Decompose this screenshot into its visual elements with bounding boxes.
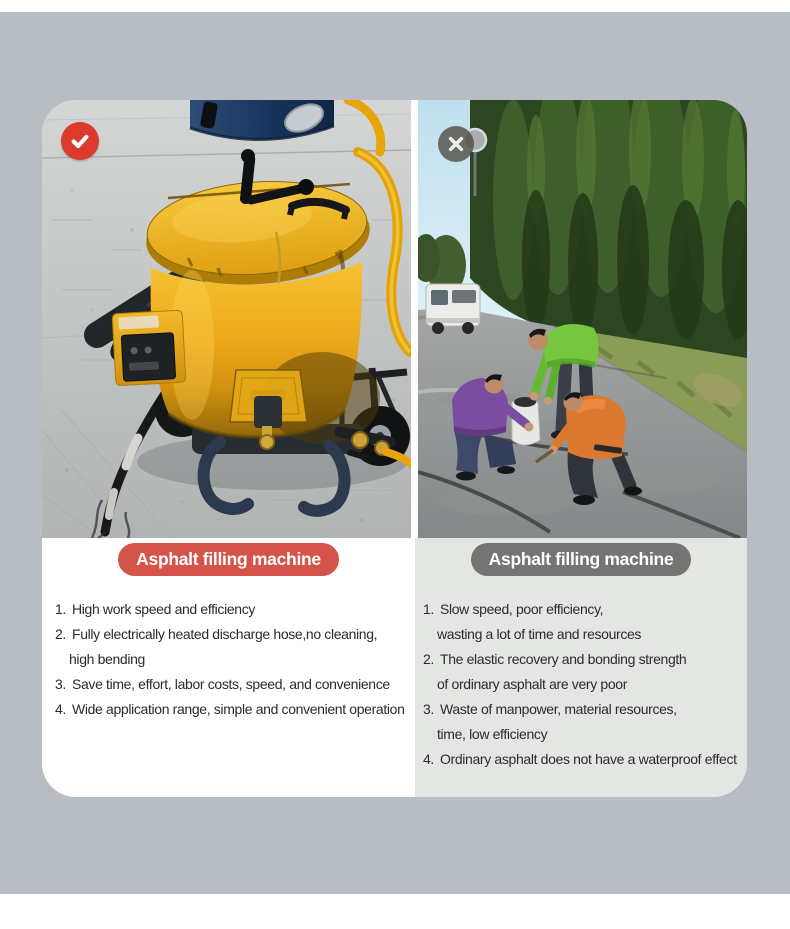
list-item-number bbox=[423, 672, 437, 697]
right-title-badge: Asphalt filling machine bbox=[471, 543, 692, 576]
machine-column bbox=[42, 538, 415, 797]
list-item-text: Slow speed, poor efficiency, bbox=[440, 601, 604, 617]
list-item-number: 2. bbox=[55, 626, 66, 642]
list-item bbox=[55, 672, 415, 697]
list-item-text: Ordinary asphalt does not have a waterproof effect bbox=[440, 751, 737, 767]
list-item-number: 4. bbox=[55, 701, 66, 717]
machine-photo bbox=[42, 100, 411, 538]
list-item-number: 4. bbox=[423, 751, 434, 767]
list-item-number: 1. bbox=[55, 601, 66, 617]
cons-list bbox=[415, 597, 747, 772]
list-item-continuation bbox=[423, 622, 747, 647]
list-item-text: The elastic recovery and bonding strength bbox=[440, 651, 687, 667]
list-item-text: time, low efficiency bbox=[437, 726, 548, 742]
list-item-text: Save time, effort, labor costs, speed, and convenience bbox=[72, 676, 390, 692]
list-item-number: 3. bbox=[55, 676, 66, 692]
list-item-text: High work speed and efficiency bbox=[72, 601, 256, 617]
manual-repair-illustration bbox=[418, 100, 747, 538]
list-item-number bbox=[423, 722, 437, 747]
list-item bbox=[423, 647, 747, 672]
comparison-card bbox=[42, 100, 747, 797]
list-item bbox=[55, 622, 415, 647]
list-item-text: Wide application range, simple and convenient operation bbox=[72, 701, 405, 717]
photo-divider bbox=[411, 100, 418, 538]
cross-icon bbox=[438, 126, 474, 162]
list-item-number: 2. bbox=[423, 651, 434, 667]
list-item-text: wasting a lot of time and resources bbox=[437, 626, 642, 642]
left-title-badge: Asphalt filling machine bbox=[118, 543, 339, 576]
list-item-continuation bbox=[423, 672, 747, 697]
manual-repair-photo bbox=[418, 100, 747, 538]
list-item-number: 3. bbox=[423, 701, 434, 717]
list-item-number: 1. bbox=[423, 601, 434, 617]
check-icon bbox=[61, 122, 99, 160]
list-item-number bbox=[55, 647, 69, 672]
list-item bbox=[55, 597, 415, 622]
list-item bbox=[55, 697, 415, 722]
list-item bbox=[423, 747, 747, 772]
list-item-text: Fully electrically heated discharge hose,no cleaning, bbox=[72, 626, 378, 642]
list-item bbox=[423, 597, 747, 622]
pros-list bbox=[42, 597, 415, 722]
list-item-text: of ordinary asphalt are very poor bbox=[437, 676, 628, 692]
list-item-continuation bbox=[55, 647, 415, 672]
list-item bbox=[423, 697, 747, 722]
manual-column bbox=[415, 538, 747, 797]
photo-row bbox=[42, 100, 747, 538]
machine-photo-illustration bbox=[42, 100, 411, 538]
list-item-continuation bbox=[423, 722, 747, 747]
list-item-number bbox=[423, 622, 437, 647]
list-item-text: high bending bbox=[69, 651, 145, 667]
list-item-text: Waste of manpower, material resources, bbox=[440, 701, 677, 717]
text-row bbox=[42, 538, 747, 797]
